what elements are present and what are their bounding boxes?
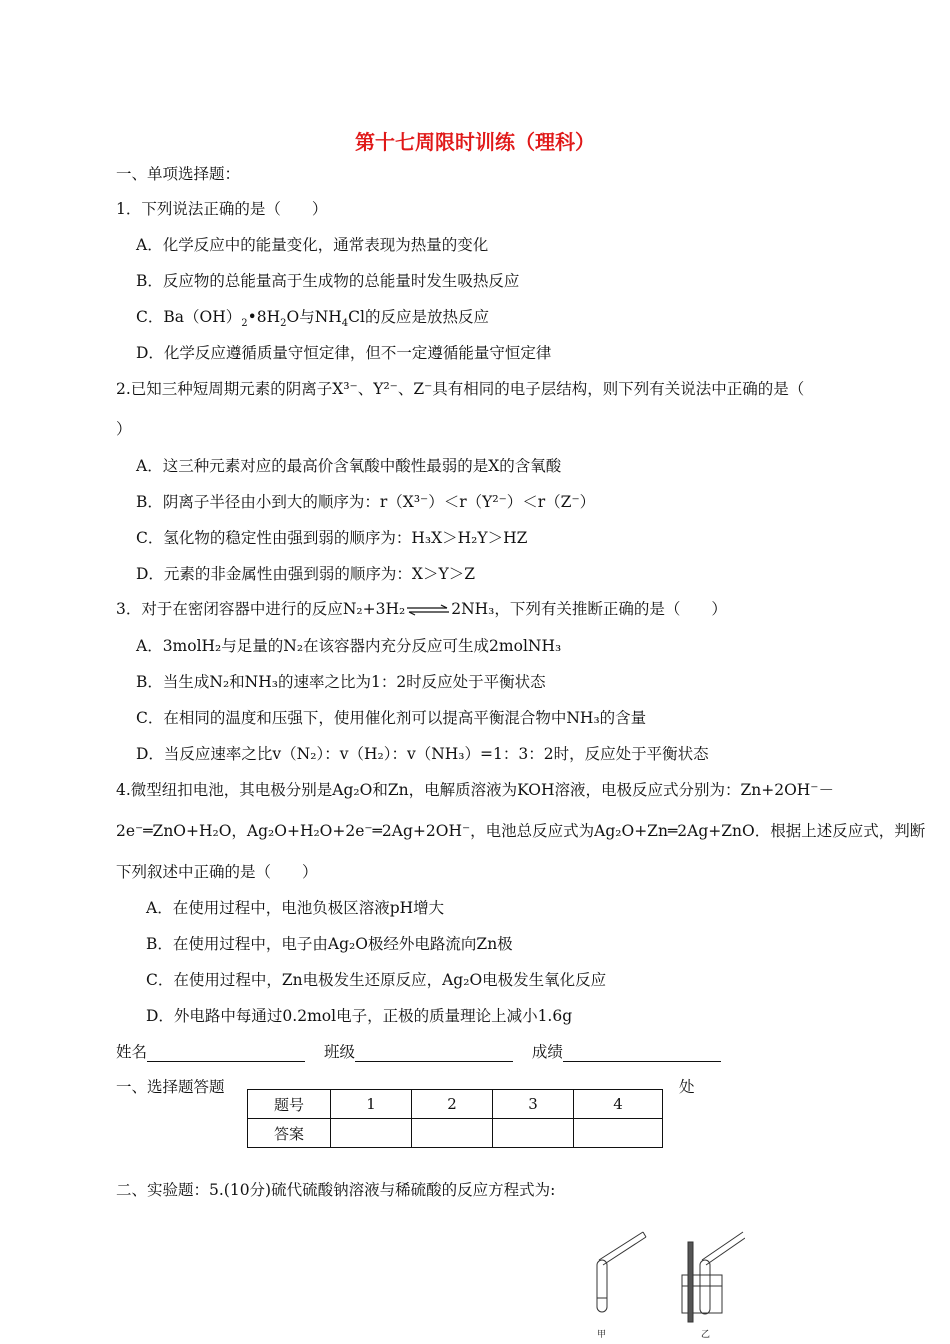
section-heading-2: 二、实验题：5.(10分)硫代硫酸钠溶液与稀硫酸的反应方程式为: (116, 1181, 556, 1199)
question-4-option-a: A．在使用过程中，电池负极区溶液pH增大 (146, 899, 445, 917)
experiment-figure (585, 1220, 745, 1330)
equilibrium-arrow-icon (405, 604, 451, 616)
question-4-option-b: B．在使用过程中，电子由Ag₂O极经外电路流向Zn极 (146, 935, 513, 953)
figure-label-b: 乙 (701, 1330, 711, 1340)
table-cell: 2 (412, 1090, 493, 1119)
question-4-option-d: D．外电路中每通过0.2mol电子，正极的质量理论上减小1.6g (146, 1007, 573, 1025)
question-4-stem-line1: 4.微型纽扣电池，其电极分别是Ag₂O和Zn，电解质溶液为KOH溶液，电极反应式分别为：Zn+2OH⁻－ (116, 781, 834, 799)
question-4-stem-line2: 2e⁻═ZnO+H₂O，Ag₂O+H₂O+2e⁻═2Ag+2OH⁻，电池总反应式为Ag₂O+Zn═2Ag+ZnO．根据上述反应式，判断 (116, 822, 926, 840)
question-1-option-b: B．反应物的总能量高于生成物的总能量时发生吸热反应 (136, 272, 520, 290)
question-3-option-d: D．当反应速率之比v（N₂）：v（H₂）：v（NH₃）=1：3：2时，反应处于平衡状态 (136, 745, 709, 763)
question-1-option-c: C．$Ba(OH)_2•8H_2O$与$NH_4Cl$的反应是放热反应 (136, 308, 489, 330)
question-2-stem: 2.已知三种短周期元素的阴离子X³⁻、Y²⁻、Z⁻具有相同的电子层结构，则下列有关说法中正确的是（ (116, 380, 805, 398)
answer-area-suffix: 处 (679, 1078, 695, 1096)
score-blank[interactable] (563, 1045, 721, 1062)
table-cell: 答案 (248, 1119, 331, 1148)
water-bath-apparatus-icon (682, 1232, 745, 1322)
figure-label-a: 甲 (597, 1330, 607, 1340)
table-row (248, 1119, 663, 1148)
name-label: 姓名 (116, 1043, 148, 1061)
answer-cell-4[interactable] (574, 1119, 663, 1148)
question-3-stem: 3．对于在密闭容器中进行的反应N₂+3H₂ 2NH₃，下列有关推断正确的是（ ） (116, 600, 727, 618)
student-info-row (116, 1042, 721, 1062)
score-label: 成绩 (531, 1043, 563, 1061)
answer-cell-1[interactable] (331, 1119, 412, 1148)
name-blank[interactable] (147, 1045, 305, 1062)
question-3-option-a: A．3molH₂与足量的N₂在该容器内充分反应可生成2molNH₃ (136, 637, 562, 655)
question-4-stem-line3: 下列叙述中正确的是（ ） (116, 863, 318, 881)
answer-table (247, 1089, 663, 1148)
table-cell: 3 (493, 1090, 574, 1119)
question-1-option-d: D．化学反应遵循质量守恒定律，但不一定遵循能量守恒定律 (136, 344, 552, 362)
answer-cell-2[interactable] (412, 1119, 493, 1148)
table-cell: 题号 (248, 1090, 331, 1119)
question-1-option-a: A．化学反应中的能量变化，通常表现为热量的变化 (136, 236, 489, 254)
table-row (248, 1090, 663, 1119)
question-2-option-c: C．氢化物的稳定性由强到弱的顺序为：H₃X＞H₂Y＞HZ (136, 529, 528, 547)
question-2-option-a: A．这三种元素对应的最高价含氧酸中酸性最弱的是X的含氧酸 (136, 457, 562, 475)
question-4-option-c: C．在使用过程中，Zn电极发生还原反应，Ag₂O电极发生氧化反应 (146, 971, 607, 989)
section-heading-1: 一、单项选择题： (116, 165, 241, 183)
question-1-stem: 1．下列说法正确的是（ ） (116, 200, 328, 218)
question-2-stem-cont: ） (116, 420, 132, 438)
question-2-option-b: B．阴离子半径由小到大的顺序为：r（X³⁻）＜r（Y²⁻）＜r（Z⁻） (136, 493, 596, 511)
class-blank[interactable] (355, 1045, 513, 1062)
answer-cell-3[interactable] (493, 1119, 574, 1148)
question-3-option-c: C．在相同的温度和压强下，使用催化剂可以提高平衡混合物中NH₃的含量 (136, 709, 647, 727)
page-title: 第十七周限时训练（理科） (355, 130, 595, 154)
table-cell: 1 (331, 1090, 412, 1119)
test-tube-apparatus-icon (597, 1232, 646, 1312)
question-3-option-b: B．当生成N₂和NH₃的速率之比为1：2时反应处于平衡状态 (136, 673, 546, 691)
table-cell: 4 (574, 1090, 663, 1119)
class-label: 班级 (323, 1043, 355, 1061)
question-2-option-d: D．元素的非金属性由强到弱的顺序为：X＞Y＞Z (136, 565, 475, 583)
answer-area-label: 一、选择题答题 (116, 1078, 225, 1096)
